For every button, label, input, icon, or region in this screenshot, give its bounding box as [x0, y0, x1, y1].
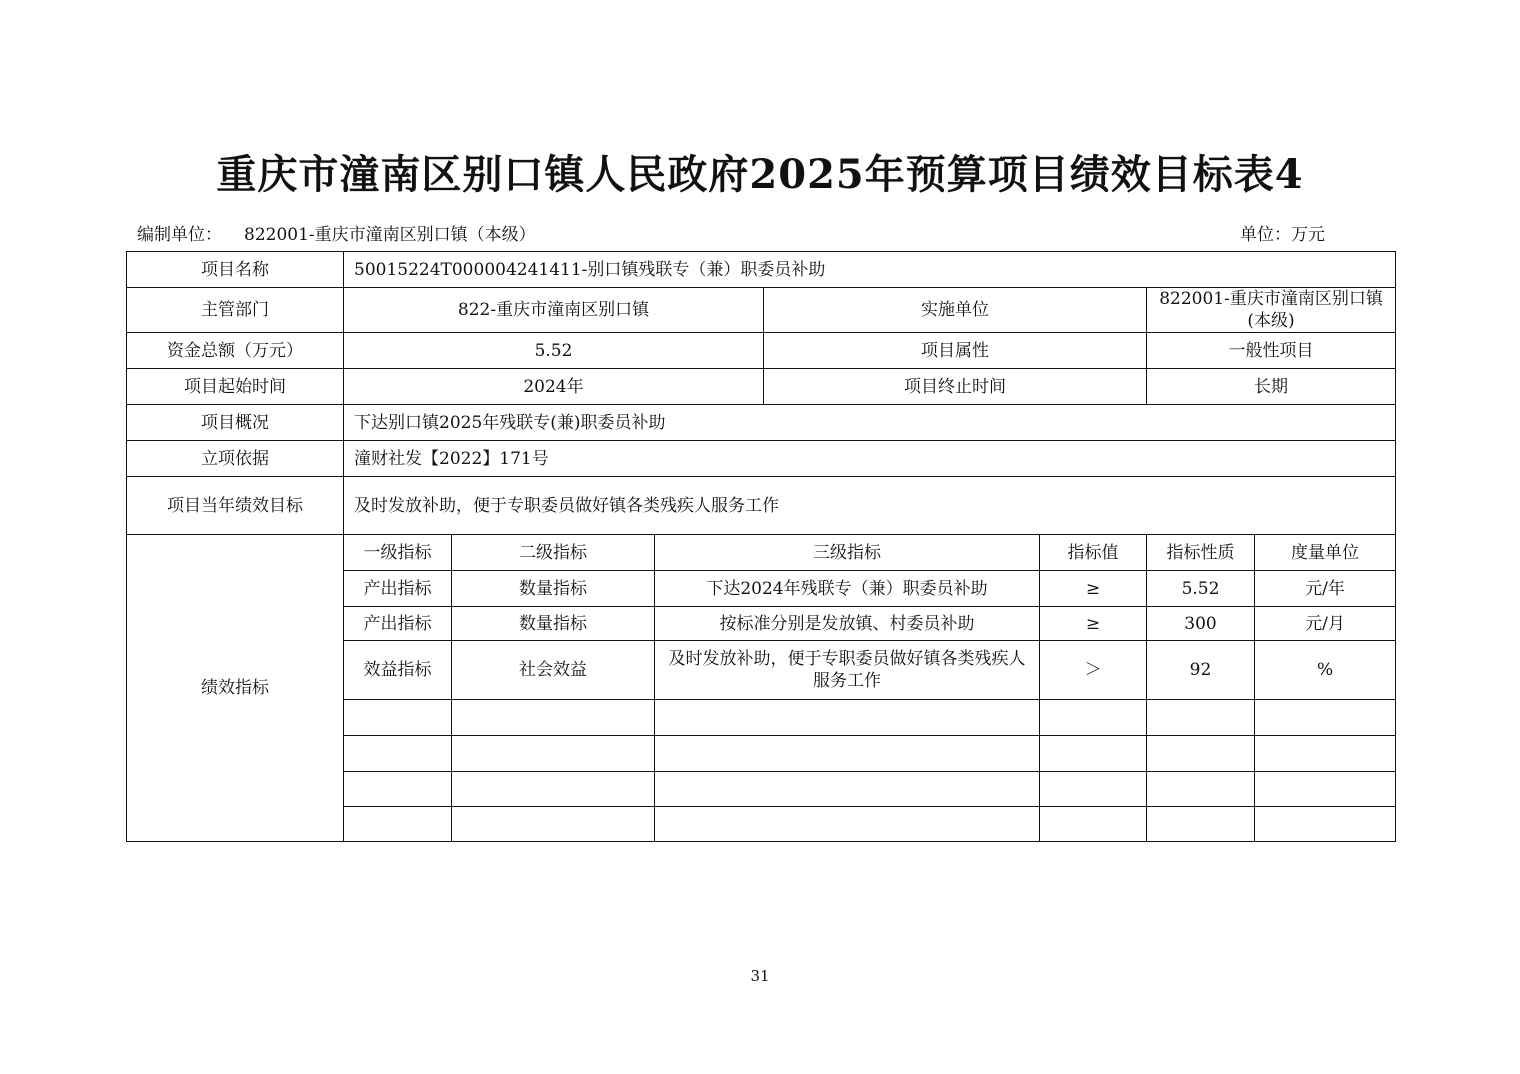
indicator-cell: 及时发放补助，便于专职委员做好镇各类残疾人服务工作: [655, 641, 1040, 700]
row-goal: [127, 477, 1396, 535]
performance-table: [126, 251, 1396, 842]
header-level3: 三级指标: [655, 535, 1040, 571]
indicator-cell: 效益指标: [344, 641, 452, 700]
impl-unit-value: 822001-重庆市潼南区别口镇(本级): [1147, 288, 1396, 333]
indicator-cell: ≥: [1040, 571, 1147, 607]
end-label: 项目终止时间: [764, 369, 1147, 405]
basis-value: 潼财社发【2022】171号: [344, 441, 1396, 477]
indicator-cell: 产出指标: [344, 607, 452, 641]
header-nature: 指标性质: [1147, 535, 1255, 571]
project-name-value: 50015224T000004241411-别口镇残联专（兼）职委员补助: [344, 252, 1396, 288]
row-funds: [127, 333, 1396, 369]
indicator-header-row: [127, 535, 1396, 571]
indicator-cell: 社会效益: [452, 641, 655, 700]
compiling-unit-label: 编制单位：: [137, 225, 222, 245]
indicator-cell: 5.52: [1147, 571, 1255, 607]
start-value: 2024年: [344, 369, 764, 405]
indicator-cell: 按标准分别是发放镇、村委员补助: [655, 607, 1040, 641]
row-dept: [127, 288, 1396, 333]
indicator-cell: 300: [1147, 607, 1255, 641]
funds-value: 5.52: [344, 333, 764, 369]
indicator-cell: ＞: [1040, 641, 1147, 700]
project-attr-value: 一般性项目: [1147, 333, 1396, 369]
header-level2: 二级指标: [452, 535, 655, 571]
indicators-section-label: 绩效指标: [127, 535, 344, 842]
indicator-cell: ≥: [1040, 607, 1147, 641]
goal-label: 项目当年绩效目标: [127, 477, 344, 535]
header-value: 指标值: [1040, 535, 1147, 571]
indicator-cell: 下达2024年残联专（兼）职委员补助: [655, 571, 1040, 607]
row-period: [127, 369, 1396, 405]
page-number: 31: [750, 967, 770, 985]
compiling-unit: [137, 220, 536, 245]
goal-value: 及时发放补助，便于专职委员做好镇各类残疾人服务工作: [344, 477, 1396, 535]
impl-unit-label: 实施单位: [764, 288, 1147, 333]
row-project-name: [127, 252, 1396, 288]
row-overview: [127, 405, 1396, 441]
overview-label: 项目概况: [127, 405, 344, 441]
indicator-cell: 数量指标: [452, 607, 655, 641]
indicator-cell: 产出指标: [344, 571, 452, 607]
indicator-cell: 元/月: [1255, 607, 1396, 641]
row-basis: [127, 441, 1396, 477]
dept-label: 主管部门: [127, 288, 344, 333]
header-unit: 度量单位: [1255, 535, 1396, 571]
basis-label: 立项依据: [127, 441, 344, 477]
indicator-cell: %: [1255, 641, 1396, 700]
funds-label: 资金总额（万元）: [127, 333, 344, 369]
project-attr-label: 项目属性: [764, 333, 1147, 369]
project-name-label: 项目名称: [127, 252, 344, 288]
currency-unit: 单位：万元: [1240, 225, 1325, 245]
compiling-unit-value: 822001-重庆市潼南区别口镇（本级）: [244, 225, 536, 245]
dept-value: 822-重庆市潼南区别口镇: [344, 288, 764, 333]
indicator-cell: 元/年: [1255, 571, 1396, 607]
header-level1: 一级指标: [344, 535, 452, 571]
indicator-cell: 92: [1147, 641, 1255, 700]
start-label: 项目起始时间: [127, 369, 344, 405]
indicator-cell: 数量指标: [452, 571, 655, 607]
page-title: 重庆市潼南区别口镇人民政府2025年预算项目绩效目标表4: [216, 151, 1304, 198]
overview-value: 下达别口镇2025年残联专(兼)职委员补助: [344, 405, 1396, 441]
end-value: 长期: [1147, 369, 1396, 405]
